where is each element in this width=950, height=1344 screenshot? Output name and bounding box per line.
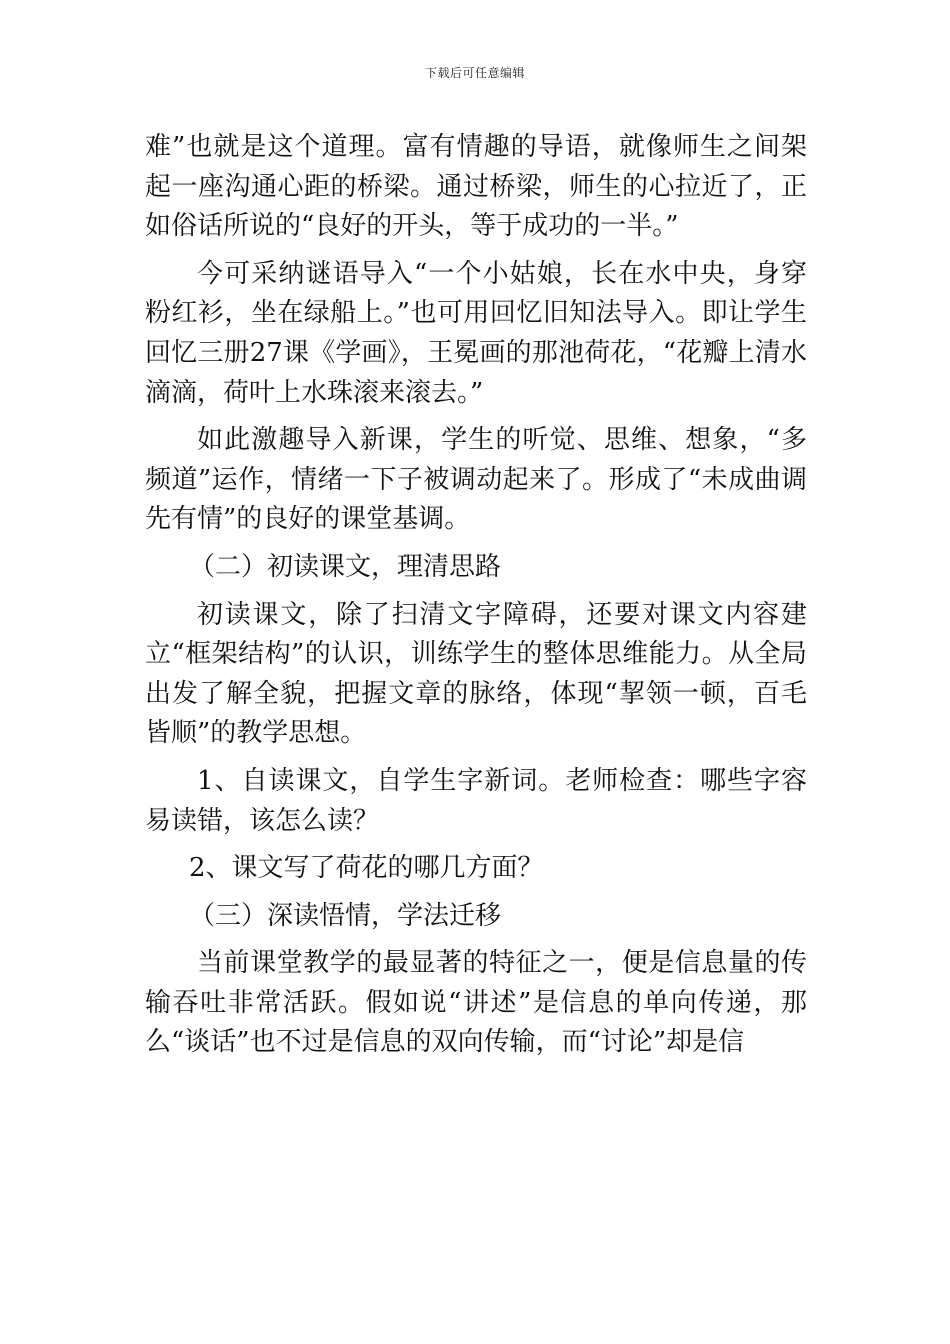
section-heading-3: （三）深读悟情，学法迁移: [189, 900, 502, 931]
paragraph-gap: [145, 540, 807, 548]
list-item-2: 2、课文写了荷花的哪几方面？: [189, 853, 544, 884]
paragraph-riddle-intro: 今可采纳谜语导入“一个小姑娘，长在水中央，身穿粉红衫，坐在绿船上。”也可用回忆旧知法导入。即让学生回忆三册27课《学画》，王冕画的那池荷花，“花瓣上清水滴滴，荷叶上水珠滚来滚去。”: [145, 258, 807, 408]
paragraph-gap: [145, 841, 807, 849]
page-header: 下载后可任意编辑: [424, 66, 525, 80]
paragraph-gap: [145, 588, 807, 596]
paragraph-information: 当前课堂教学的最显著的特征之一，便是信息量的传输吞吐非常活跃。假如说“讲述”是信息的单向传递，那么“谈话”也不过是信息的双向传输，而“讨论”却是信: [145, 948, 807, 1058]
paragraph-gap: [145, 889, 807, 897]
paragraph-gap: [145, 936, 807, 944]
paragraph-gap: [145, 247, 807, 255]
paragraph-continuation: 难”也就是这个道理。富有情趣的导语，就像师生之间架起一座沟通心距的桥梁。通过桥梁，师生的心拉近了，正如俗话所说的“良好的开头，等于成功的一半。”: [145, 132, 807, 242]
paragraph-gap: [145, 754, 807, 762]
document-body: [145, 128, 807, 1063]
list-item-1: 1、自读课文，自学生字新词。老师检查：哪些字容易读错，该怎么读？: [145, 765, 807, 836]
section-heading-2: （二）初读课文，理清思路: [189, 551, 502, 582]
paragraph-gap: [145, 413, 807, 421]
paragraph-interest-intro: 如此激趣导入新课，学生的听觉、思维、想象，“多频道”运作，情绪一下子被调动起来了。形成了“未成曲调先有情”的良好的课堂基调。: [145, 425, 807, 535]
paragraph-first-reading: 初读课文，除了扫清文字障碍，还要对课文内容建立“框架结构”的认识，训练学生的整体思维能力。从全局出发了解全貌，把握文章的脉络，体现“挈领一顿，百毛皆顺”的教学思想。: [145, 599, 807, 749]
